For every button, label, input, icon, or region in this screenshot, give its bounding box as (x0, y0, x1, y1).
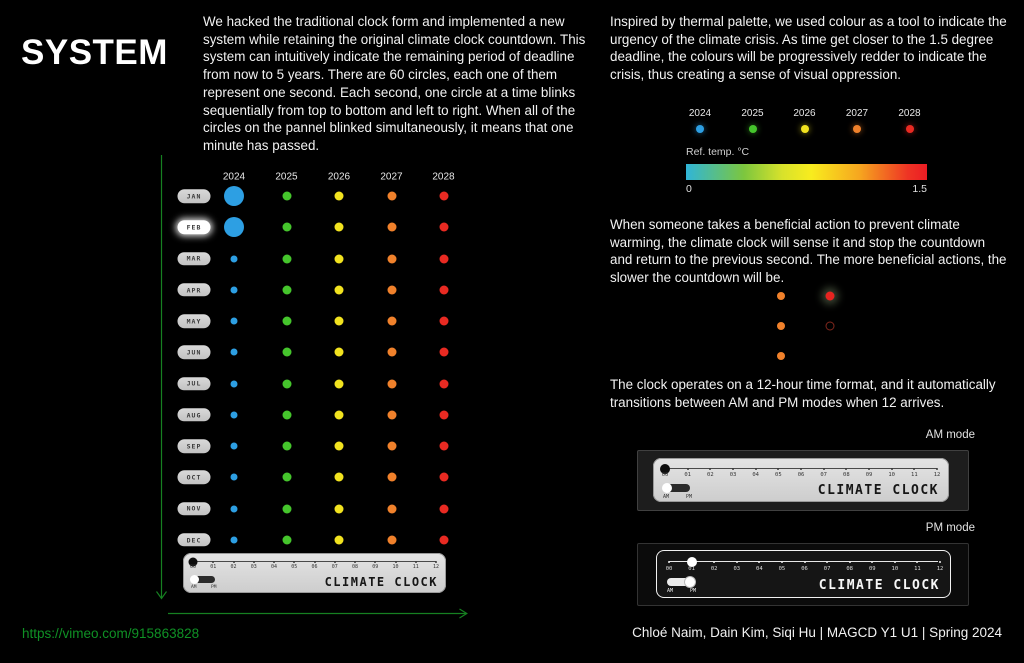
second-dot (335, 254, 344, 263)
clock-hour-tick (354, 561, 356, 563)
pm-label: PM (686, 494, 693, 500)
clock-hour-label: 10 (891, 566, 899, 572)
clock-hour-tick (823, 468, 825, 470)
legend-year-label: 2025 (741, 108, 764, 119)
clock-hour-label: 01 (684, 472, 691, 478)
clock-hour-label: 04 (756, 566, 763, 572)
clock-hour-tick (871, 561, 873, 563)
gradient-scale-labels (686, 183, 927, 195)
second-dot (387, 379, 396, 388)
second-dot (231, 411, 238, 418)
second-dot (439, 410, 448, 419)
second-dot (282, 223, 291, 232)
action-orange-dot (777, 322, 785, 330)
clock-hour-tick (736, 561, 738, 563)
action-paragraph: When someone takes a beneficial action to prevent climate warming, the climate clock will sense it and stop the countdown and return to the previous second. The more beneficial actions, the slower the countdown will be. (610, 217, 1007, 286)
second-dot (231, 536, 238, 543)
second-dot (387, 473, 396, 482)
clock-hour-label: 07 (823, 566, 831, 572)
second-dot (335, 192, 344, 201)
month-pill-nov: NOV (178, 502, 211, 516)
second-dot (439, 379, 448, 388)
second-dot (231, 474, 238, 481)
clock-hour-label: 00 (665, 566, 673, 572)
clock-hour-label: 03 (733, 566, 741, 572)
am-label: AM (663, 494, 670, 500)
clock-hour-label: 08 (846, 566, 853, 572)
legend-year-label: 2028 (898, 108, 921, 119)
clock-hour-label: 06 (801, 566, 808, 572)
second-dot (282, 535, 291, 544)
clock-hour-tick (758, 561, 760, 563)
page-title: SYSTEM (21, 33, 168, 73)
clock-hour-tick (868, 468, 870, 470)
right-arrow-head (460, 609, 467, 618)
clock-hour-tick (936, 468, 938, 470)
clock-hour-tick (709, 468, 711, 470)
month-pill-aug: AUG (178, 408, 211, 422)
month-pill-jul: JUL (178, 377, 211, 391)
clock-hour-label: 07 (820, 472, 827, 478)
clock-hour-label: 12 (936, 566, 944, 572)
clock-hour-tick (293, 561, 295, 563)
second-dot (335, 442, 344, 451)
second-dot (439, 442, 448, 451)
clock-hour-label: 01 (688, 566, 695, 572)
second-dot (224, 217, 244, 237)
vimeo-link[interactable]: https://vimeo.com/915863828 (22, 626, 200, 641)
clock-hour-tick (845, 468, 847, 470)
clock-hour-tick (687, 468, 689, 470)
legend-year-dot (696, 125, 704, 133)
second-dot (387, 223, 396, 232)
clock-hour-tick (913, 468, 915, 470)
clock-hour-label: 06 (311, 564, 318, 570)
second-dot (231, 286, 238, 293)
second-dot (231, 318, 238, 325)
clock-hour-tick (732, 468, 734, 470)
clock-hour-label: 02 (707, 472, 714, 478)
second-dot (335, 285, 344, 294)
second-dot (439, 192, 448, 201)
clock-hour-tick (755, 468, 757, 470)
clock-hour-tick (781, 561, 783, 563)
second-dot (282, 473, 291, 482)
legend-year-dot (906, 125, 914, 133)
clock-hour-tick (849, 561, 851, 563)
colour-paragraph: Inspired by thermal palette, we used colour as a tool to indicate the urgency of the climate crisis. As time get closer to the 1.5 degree deadline, the colours will be progressively redder to indicate the crisis, thus creating a sense of visual oppression. (610, 14, 1007, 83)
legend-year-label: 2024 (688, 108, 712, 119)
clock-hour-label: 12 (933, 472, 941, 478)
month-pill-apr: APR (178, 283, 211, 297)
clock-hour-label: 11 (911, 472, 918, 478)
second-dot (387, 192, 396, 201)
second-dot (387, 504, 396, 513)
clock-hour-label: 04 (752, 472, 759, 478)
month-pill-dec: DEC (178, 533, 211, 547)
clock-hour-label: 00 (189, 564, 197, 570)
second-dot (439, 223, 448, 232)
second-dot (387, 535, 396, 544)
clock-hour-tick (939, 561, 941, 563)
month-pill-may: MAY (178, 314, 211, 328)
second-dot (282, 348, 291, 357)
climate-clock-am-mode (653, 458, 949, 502)
clock-hour-tick (334, 561, 336, 563)
gradient-min-label: 0 (686, 183, 692, 195)
climate-clock-brand: CLIMATE CLOCK (818, 578, 940, 593)
second-dot (282, 285, 291, 294)
clock-hour-label: 07 (331, 564, 338, 570)
legend-year-dot (749, 125, 757, 133)
credits-line: Chloé Naim, Dain Kim, Siqi Hu | MAGCD Y1 U1 | Spring 2024 (632, 625, 1002, 640)
climate-clock-panel (183, 553, 446, 593)
month-pill-oct: OCT (178, 471, 211, 485)
toggle-knob (685, 577, 695, 587)
am-label: AM (667, 588, 674, 594)
second-dot (231, 255, 238, 262)
second-dot (335, 223, 344, 232)
ref-temp-label: Ref. temp. °C (686, 146, 750, 158)
gradient-max-label: 1.5 (912, 183, 927, 195)
second-dot (387, 442, 396, 451)
clock-hour-tick (826, 561, 828, 563)
clock-hour-label: 09 (865, 472, 873, 478)
second-dot (439, 348, 448, 357)
second-dot (224, 186, 244, 206)
clock-hour-label: 02 (230, 564, 237, 570)
grid-year-header: 2024 (222, 171, 246, 183)
second-dot (335, 379, 344, 388)
second-dot (282, 504, 291, 513)
second-dot (231, 380, 238, 387)
clock-hour-tick (800, 468, 802, 470)
clock-hour-tick (777, 468, 779, 470)
second-dot (282, 410, 291, 419)
action-orange-dot (777, 352, 785, 360)
second-dot (282, 192, 291, 201)
second-dot (282, 442, 291, 451)
clock-hour-label: 05 (775, 472, 782, 478)
down-arrow-head (157, 592, 167, 599)
second-dot (439, 504, 448, 513)
pm-label: PM (690, 588, 697, 594)
second-dot (231, 443, 238, 450)
clock-format-paragraph: The clock operates on a 12-hour time format, and it automatically transitions between AM and PM modes when 12 arrives. (610, 377, 996, 410)
legend-year-dot (801, 125, 809, 133)
clock-hour-tick (233, 561, 235, 563)
pm-label: PM (211, 585, 217, 590)
clock-hour-tick (668, 561, 670, 563)
grid-year-header: 2026 (327, 171, 351, 183)
clock-hour-tick (314, 561, 316, 563)
second-dot (439, 473, 448, 482)
climate-clock-brand: CLIMATE CLOCK (324, 575, 438, 589)
clock-hour-label: 11 (412, 564, 419, 570)
second-dot (335, 410, 344, 419)
clock-hour-label: 09 (372, 564, 379, 570)
clock-hour-label: 11 (914, 566, 921, 572)
clock-hour-label: 01 (210, 564, 217, 570)
clock-active-hour-dot (687, 557, 697, 567)
legend-year-label: 2027 (845, 108, 869, 119)
second-dot (231, 349, 238, 356)
second-dot (335, 317, 344, 326)
second-dot (439, 285, 448, 294)
clock-hour-tick (395, 561, 397, 563)
clock-hour-tick (273, 561, 275, 563)
intro-paragraph: We hacked the traditional clock form and implemented a new system while retaining the original climate clock countdown. This system can intuitively indicate the remaining period of deadline from now to 5 years. There are 60 circles, each one of them represent one second. Each second, one circle at a time blinks sequentially from top to bottom and left to right. When all of the circles on the pannel blinked simultaneously, it means that one minute has passed. (203, 14, 586, 153)
legend-year-dot (853, 125, 861, 133)
month-pill-mar: MAR (178, 252, 211, 266)
action-glow-dot (826, 292, 835, 301)
action-ring-dot (826, 322, 835, 331)
climate-clock-pm-mode (656, 550, 951, 598)
clock-hour-label: 05 (778, 566, 786, 572)
month-pill-jan: JAN (178, 189, 211, 203)
clock-hour-label: 05 (291, 564, 298, 570)
clock-hour-tick (894, 561, 896, 563)
toggle-knob (662, 483, 672, 493)
clock-hour-label: 03 (729, 472, 737, 478)
second-dot (282, 254, 291, 263)
second-dot (439, 535, 448, 544)
clock-hour-label: 03 (250, 564, 257, 570)
second-dot (335, 504, 344, 513)
clock-hour-label: 10 (888, 472, 895, 478)
pm-mode-label: PM mode (925, 522, 975, 534)
am-mode-label: AM mode (925, 429, 975, 441)
clock-hour-label: 00 (661, 472, 669, 478)
clock-hour-label: 09 (868, 566, 876, 572)
clock-hour-label: 02 (710, 566, 718, 572)
grid-year-header: 2025 (275, 171, 298, 183)
clock-hour-tick (435, 561, 437, 563)
second-dot (335, 348, 344, 357)
clock-hour-tick (713, 561, 715, 563)
second-dot (335, 535, 344, 544)
clock-hour-tick (415, 561, 417, 563)
second-dot (439, 317, 448, 326)
second-dot (387, 285, 396, 294)
second-dot (231, 505, 238, 512)
clock-hour-label: 06 (797, 472, 805, 478)
clock-hour-label: 10 (392, 564, 399, 570)
clock-hour-label: 08 (351, 564, 359, 570)
am-label: AM (191, 585, 197, 590)
clock-hour-tick (374, 561, 376, 563)
second-dot (439, 254, 448, 263)
action-orange-dot (777, 292, 785, 300)
second-dot (387, 348, 396, 357)
clock-hour-label: 12 (432, 564, 440, 570)
clock-hour-tick (916, 561, 918, 563)
temperature-gradient-bar (686, 164, 927, 180)
clock-hour-label: 04 (270, 564, 278, 570)
month-pill-feb: FEB (178, 221, 211, 235)
second-dot (282, 379, 291, 388)
second-dot (387, 317, 396, 326)
second-dot (282, 317, 291, 326)
second-dot (387, 410, 396, 419)
clock-hour-tick (891, 468, 893, 470)
toggle-knob (190, 575, 199, 584)
climate-clock-brand: CLIMATE CLOCK (817, 483, 939, 498)
second-dot (387, 254, 396, 263)
clock-hour-tick (804, 561, 806, 563)
clock-hour-tick (212, 561, 214, 563)
grid-year-header: 2027 (380, 171, 403, 183)
month-pill-sep: SEP (178, 439, 211, 453)
year-colour-legend (686, 105, 936, 141)
clock-hour-tick (253, 561, 255, 563)
month-pill-jun: JUN (178, 346, 211, 360)
clock-hour-label: 08 (843, 472, 850, 478)
legend-year-label: 2026 (793, 108, 816, 119)
grid-year-header: 2028 (432, 171, 455, 183)
second-dot (335, 473, 344, 482)
